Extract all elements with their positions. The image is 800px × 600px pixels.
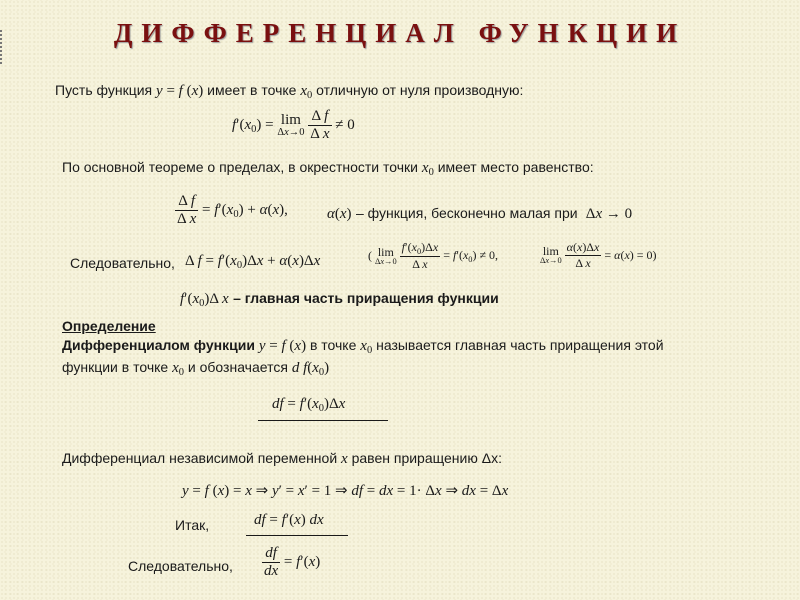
therefore-label: Следовательно,: [70, 255, 175, 271]
independent-text-1: Дифференциал независимой переменной: [62, 450, 338, 466]
definition-heading: Определение: [62, 318, 156, 334]
dx-derivation: y = f (x) = x ⇒ y′ = x′ = 1 ⇒ df = dx = 1· Δx ⇒ dx = Δx: [182, 483, 509, 499]
derivative-ratio-formula: $\frac{df}{dx}$ = f′(x): [264, 545, 321, 579]
theorem-text-1: По основной теореме о пределах, в окрестности точки: [62, 159, 418, 175]
intro-text-3: отличную от нуля производную:: [316, 82, 524, 98]
intro-text-2: имеет в точке: [207, 82, 297, 98]
definition-text-3: называется главная часть приращения этой: [376, 337, 664, 353]
intro-line: Пусть функция y = f (x) имеет в точке $x_0$ отличную от нуля производную:: [55, 82, 524, 101]
definition-term: Дифференциалом функции: [62, 337, 255, 353]
differential-formula: df = $f'(x_0)\Delta x$: [272, 396, 346, 414]
definition-line-1: Дифференциалом функции y = f (x) в точке $x_0$ называется главная часть приращения этой: [62, 337, 664, 356]
page-title: ДИФФЕРЕНЦИАЛ ФУНКЦИИ: [113, 18, 687, 48]
intro-text-1: Пусть функция: [55, 82, 153, 98]
main-part-text: – главная часть приращения функции: [233, 290, 499, 306]
independent-line: Дифференциал независимой переменной x равен приращению Δx:: [62, 450, 502, 467]
alpha-note: α(x) – функция, бесконечно малая при Δx → 0: [327, 205, 633, 222]
alpha-note-text: – функция, бесконечно малая при: [356, 205, 578, 221]
therefore-label-2: Следовательно,: [128, 558, 233, 574]
theorem-text-2: имеет место равенство:: [437, 159, 594, 175]
definition-text-5: и обозначается: [187, 359, 288, 375]
increment-formula: Δ $f = f'(x_0)\Delta x + \alpha(x)\Delta x$: [185, 253, 321, 271]
limit-equality: $\frac{\text{Δ f}}{\text{Δ x}}$ = $f'(x_0) + \alpha(x)$,: [177, 193, 288, 227]
independent-text-2: равен приращению Δx:: [351, 450, 502, 466]
definition-line-2: функции в точке $x_0$ и обозначается d $f(x_0)$: [62, 359, 330, 378]
definition-text-4: функции в точке: [62, 359, 169, 375]
limit-check-1: ( lim Δx→0 $\frac{f'(x_0)\Delta x}{\text{Δ x}}$ = $f'(x_0) \ne 0$,: [368, 240, 499, 271]
definition-text-2: в точке: [309, 337, 357, 353]
limit-check-2: lim Δx→0 $\frac{\alpha(x)\Delta x}{\text{Δ x}}$ = α(x) = 0): [540, 240, 657, 270]
df-dx-formula: df = f′(x) dx: [254, 512, 324, 528]
formula-underline-1: [258, 420, 388, 421]
theorem-line: По основной теореме о пределах, в окрестности точки $x_0$ имеет место равенство:: [62, 159, 594, 178]
main-part-line: $f'(x_0)\Delta$ x – главная часть приращения функции: [180, 290, 499, 309]
formula-underline-2: [246, 535, 348, 536]
derivative-formula: $f'(x_0)$ = lim Δx→0 $\frac{\text{Δ f}}{\text{Δ x}}$ ≠ 0: [232, 108, 355, 142]
itak-label: Итак,: [175, 517, 210, 533]
